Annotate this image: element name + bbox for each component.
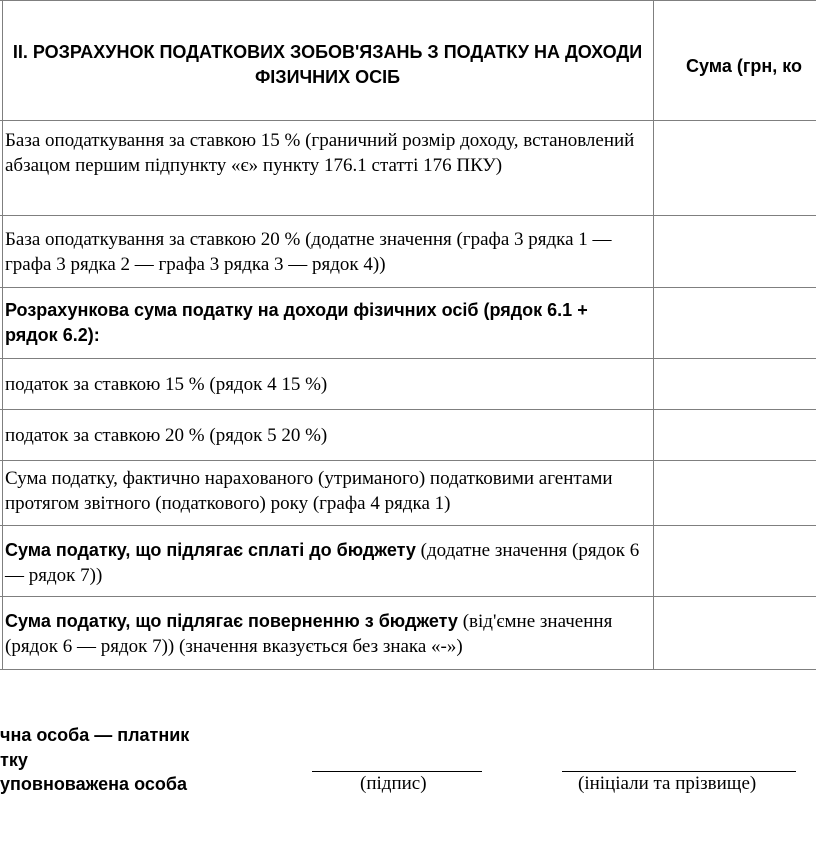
signer-label-line2: тку (0, 750, 28, 770)
row-tax-20 (5, 423, 645, 448)
signer-label-line3: уповноважена особа (0, 774, 187, 794)
signature-line (312, 771, 482, 772)
row-text: (від'ємне значення (рядок 6 — рядок 7)) (значення вказується без знака «-») (5, 611, 613, 657)
row-divider (0, 358, 816, 359)
row-divider (0, 460, 816, 461)
signer-label-line1: чна особа — платник (0, 725, 190, 745)
row-tax-base-15 (5, 128, 645, 178)
row-text: База оподаткування за ставкою 20 % (додатне значення (графа 3 рядка 1 — графа 3 рядка 2 — графа 3 рядка 3 — рядок 4)) (5, 229, 612, 275)
amount-column-header: Сума (грн, ко (686, 56, 802, 76)
row-text-bold: Сума податку, що підлягає поверненню з бюджету (5, 611, 458, 631)
table-border-bottom (0, 669, 816, 670)
section-title: ІІ. РОЗРАХУНОК ПОДАТКОВИХ ЗОБОВ'ЯЗАНЬ З ПОДАТКУ НА ДОХОДИ ФІЗИЧНИХ ОСІБ (12, 42, 643, 87)
table-border-top (0, 0, 816, 1)
name-line (562, 771, 796, 772)
row-tax-payable (5, 538, 645, 588)
row-tax-refund (5, 609, 645, 659)
row-tax-15 (5, 372, 645, 397)
row-divider (0, 215, 816, 216)
row-tax-withheld (5, 466, 645, 516)
row-divider (0, 525, 816, 526)
row-tax-base-20 (5, 227, 645, 277)
row-divider (0, 120, 816, 121)
row-divider (0, 287, 816, 288)
row-text-bold: Сума податку, що підлягає сплаті до бюджету (5, 540, 416, 560)
column-divider (653, 0, 654, 670)
row-text: податок за ставкою 15 % (рядок 4 15 %) (5, 374, 328, 395)
signature-caption: (підпис) (360, 773, 427, 794)
row-calculated-tax (5, 298, 645, 348)
table-border-left (2, 0, 3, 670)
row-divider (0, 596, 816, 597)
name-caption: (ініціали та прізвище) (578, 773, 757, 794)
row-text-bold: Розрахункова сума податку на доходи фізичних осіб (рядок 6.1 + рядок 6.2): (5, 300, 588, 345)
row-text: Сума податку, фактично нарахованого (утриманого) податковими агентами протягом звітного (податкового) року (графа 4 рядка 1) (5, 468, 613, 514)
row-divider (0, 409, 816, 410)
row-text: База оподаткування за ставкою 15 % (граничний розмір доходу, встановлений абзацом першим підпункту «є» пункту 176.1 статті 176 ПКУ) (5, 130, 635, 176)
row-text: (додатне значення (рядок 6 — рядок 7)) (5, 540, 640, 586)
row-text: податок за ставкою 20 % (рядок 5 20 %) (5, 425, 328, 446)
